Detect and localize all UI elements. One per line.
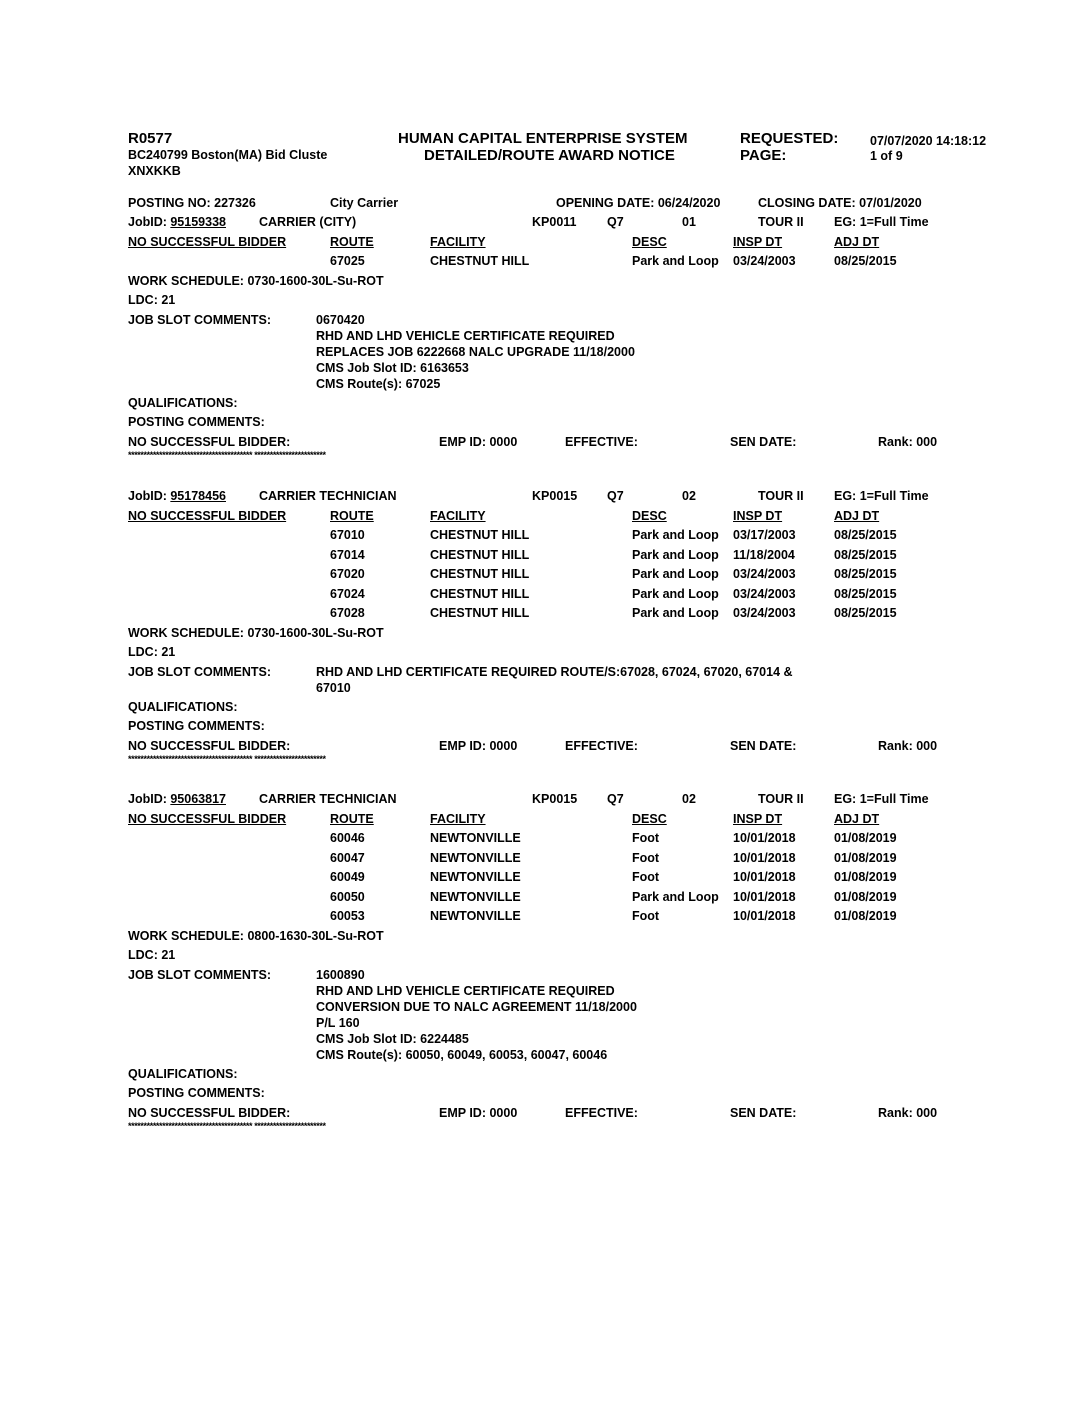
route-number: 67025 [330, 254, 365, 268]
route-desc: Park and Loop [632, 254, 719, 268]
sen-date-label: SEN DATE: [730, 1105, 797, 1120]
route-facility: NEWTONVILLE [430, 831, 521, 845]
route-insp-date: 11/18/2004 [733, 547, 795, 562]
sen-date-label: SEN DATE: [730, 434, 797, 449]
work-schedule: WORK SCHEDULE: 0800-1630-30L-Su-ROT [128, 928, 384, 943]
job-kp: KP0015 [532, 792, 578, 806]
col-route: ROUTE [330, 234, 374, 249]
col-desc: DESC [632, 234, 667, 249]
route-number: 67020 [330, 567, 365, 581]
effective-label: EFFECTIVE: [565, 738, 638, 753]
route-desc: Foot [632, 870, 660, 884]
job-slot-comment: CONVERSION DUE TO NALC AGREEMENT 11/18/2000 [316, 999, 637, 1014]
job-slot-comment: RHD AND LHD VEHICLE CERTIFICATE REQUIRED [316, 983, 615, 998]
job-slot-comments-label: JOB SLOT COMMENTS: [128, 312, 272, 327]
job-eg: EG: 1=Full Time [834, 489, 929, 503]
col-insp-dt: INSP DT [733, 811, 783, 826]
route-insp-date: 03/24/2003 [733, 586, 796, 601]
job-slot-comment: 67010 [316, 680, 351, 695]
no-bidder-label: NO SUCCESSFUL BIDDER: [128, 1105, 291, 1120]
route-insp-date: 10/01/2018 [733, 870, 796, 884]
route-adj-date: 01/08/2019 [834, 831, 897, 845]
route-facility: CHESTNUT HILL [430, 254, 530, 268]
job-id-link[interactable]: 95063817 [170, 792, 226, 806]
job-slot-comment: 1600890 [316, 967, 365, 982]
route-adj-date: 01/08/2019 [834, 909, 897, 923]
job-q: Q7 [607, 792, 624, 806]
job-n: 02 [682, 489, 696, 503]
job-slot-comments-label: JOB SLOT COMMENTS: [128, 967, 272, 982]
col-no-bidder: NO SUCCESSFUL BIDDER [128, 508, 287, 523]
qualifications-label: QUALIFICATIONS: [128, 1066, 238, 1081]
job-kp: KP0011 [532, 215, 577, 229]
route-adj-date: 08/25/2015 [834, 567, 897, 581]
route-insp-date: 03/17/2003 [733, 528, 796, 542]
job-id-label: JobID: 95178456 [128, 489, 226, 503]
notice-title: DETAILED/ROUTE AWARD NOTICE [424, 147, 675, 164]
job-slot-comment: CMS Job Slot ID: 6163653 [316, 360, 469, 375]
separator-line: **************************************** *********************** [128, 449, 326, 460]
work-schedule: WORK SCHEDULE: 0730-1600-30L-Su-ROT [128, 625, 384, 640]
route-adj-date: 08/25/2015 [834, 254, 897, 268]
effective-label: EFFECTIVE: [565, 1105, 638, 1120]
job-slot-comment: P/L 160 [316, 1015, 360, 1030]
job-title: CARRIER TECHNICIAN [259, 792, 397, 806]
route-insp-date: 03/24/2003 [733, 606, 796, 620]
route-facility: NEWTONVILLE [430, 909, 521, 923]
col-adj-dt: ADJ DT [834, 508, 880, 523]
route-number: 60053 [330, 909, 365, 923]
page-value: 1 of 9 [870, 149, 903, 163]
route-insp-date: 03/24/2003 [733, 254, 796, 268]
org-line: BC240799 Boston(MA) Bid Cluste [128, 148, 328, 162]
col-insp-dt: INSP DT [733, 234, 783, 249]
requested-label: REQUESTED: [740, 130, 839, 147]
route-facility: CHESTNUT HILL [430, 547, 530, 562]
route-number: 60046 [330, 831, 365, 845]
col-route: ROUTE [330, 508, 374, 523]
emp-id: EMP ID: 0000 [439, 1105, 518, 1120]
closing-date: CLOSING DATE: 07/01/2020 [758, 196, 922, 210]
posting-number: POSTING NO: 227326 [128, 196, 256, 210]
route-adj-date: 08/25/2015 [834, 528, 897, 542]
route-insp-date: 10/01/2018 [733, 909, 796, 923]
route-facility: NEWTONVILLE [430, 850, 521, 865]
emp-id: EMP ID: 0000 [439, 738, 518, 753]
route-desc: Park and Loop [632, 547, 719, 562]
route-insp-date: 10/01/2018 [733, 831, 796, 845]
col-no-bidder: NO SUCCESSFUL BIDDER [128, 811, 287, 826]
job-tour: TOUR II [758, 215, 804, 229]
job-eg: EG: 1=Full Time [834, 215, 929, 229]
route-desc: Foot [632, 909, 660, 923]
route-number: 60049 [330, 870, 365, 884]
job-slot-comment: CMS Job Slot ID: 6224485 [316, 1031, 469, 1046]
job-id-label: JobID: 95159338 [128, 215, 226, 229]
job-tour: TOUR II [758, 489, 804, 503]
emp-id: EMP ID: 0000 [439, 434, 518, 449]
route-insp-date: 03/24/2003 [733, 567, 796, 581]
route-number: 67024 [330, 586, 365, 601]
route-insp-date: 10/01/2018 [733, 850, 796, 865]
system-title: HUMAN CAPITAL ENTERPRISE SYSTEM [398, 130, 688, 147]
route-desc: Foot [632, 850, 660, 865]
job-slot-comment: 0670420 [316, 312, 365, 327]
work-schedule: WORK SCHEDULE: 0730-1600-30L-Su-ROT [128, 273, 384, 288]
col-desc: DESC [632, 811, 667, 826]
col-facility: FACILITY [430, 811, 486, 826]
job-kp: KP0015 [532, 489, 578, 503]
route-number: 67014 [330, 547, 365, 562]
job-tour: TOUR II [758, 792, 804, 806]
posting-comments-label: POSTING COMMENTS: [128, 415, 265, 429]
qualifications-label: QUALIFICATIONS: [128, 699, 238, 714]
no-bidder-label: NO SUCCESSFUL BIDDER: [128, 738, 291, 753]
opening-date: OPENING DATE: 06/24/2020 [556, 196, 721, 210]
route-number: 67010 [330, 528, 365, 542]
job-id-link[interactable]: 95178456 [170, 489, 226, 503]
route-adj-date: 01/08/2019 [834, 870, 897, 884]
route-adj-date: 01/08/2019 [834, 850, 897, 865]
col-desc: DESC [632, 508, 667, 523]
route-desc: Foot [632, 831, 660, 845]
route-number: 60047 [330, 850, 365, 865]
no-bidder-label: NO SUCCESSFUL BIDDER: [128, 434, 291, 449]
route-desc: Park and Loop [632, 586, 719, 601]
route-facility: NEWTONVILLE [430, 889, 521, 904]
route-facility: CHESTNUT HILL [430, 586, 530, 601]
job-title: CARRIER (CITY) [259, 215, 357, 229]
job-id-link[interactable]: 95159338 [170, 215, 226, 229]
col-no-bidder: NO SUCCESSFUL BIDDER [128, 234, 287, 249]
report-id: R0577 [128, 130, 173, 147]
route-desc: Park and Loop [632, 567, 719, 581]
route-adj-date: 08/25/2015 [834, 606, 897, 620]
route-desc: Park and Loop [632, 889, 719, 904]
route-adj-date: 08/25/2015 [834, 586, 897, 601]
job-n: 02 [682, 792, 696, 806]
page-label: PAGE: [740, 147, 787, 164]
route-desc: Park and Loop [632, 528, 719, 542]
posting-craft: City Carrier [330, 196, 399, 210]
col-facility: FACILITY [430, 234, 486, 249]
route-number: 67028 [330, 606, 365, 620]
route-facility: CHESTNUT HILL [430, 606, 530, 620]
sen-date-label: SEN DATE: [730, 738, 797, 753]
report-code: XNXKKB [128, 164, 181, 178]
route-number: 60050 [330, 889, 365, 904]
job-slot-comment: RHD AND LHD VEHICLE CERTIFICATE REQUIRED [316, 328, 615, 343]
job-slot-comment: CMS Route(s): 67025 [316, 376, 441, 391]
route-adj-date: 01/08/2019 [834, 889, 897, 904]
job-eg: EG: 1=Full Time [834, 792, 929, 806]
route-adj-date: 08/25/2015 [834, 547, 897, 562]
rank: Rank: 000 [878, 738, 938, 753]
rank: Rank: 000 [878, 434, 938, 449]
job-slot-comment: RHD AND LHD CERTIFICATE REQUIRED ROUTE/S:67028, 67024, 67020, 67014 & [316, 664, 793, 679]
separator-line: **************************************** *********************** [128, 753, 326, 764]
ldc: LDC: 21 [128, 293, 176, 307]
posting-comments-label: POSTING COMMENTS: [128, 1086, 265, 1100]
col-insp-dt: INSP DT [733, 508, 783, 523]
separator-line: **************************************** *********************** [128, 1120, 326, 1131]
route-facility: CHESTNUT HILL [430, 528, 530, 542]
col-adj-dt: ADJ DT [834, 811, 880, 826]
qualifications-label: QUALIFICATIONS: [128, 395, 238, 410]
job-slot-comment: CMS Route(s): 60050, 60049, 60053, 60047, 60046 [316, 1047, 608, 1062]
route-facility: NEWTONVILLE [430, 870, 521, 884]
route-desc: Park and Loop [632, 606, 719, 620]
posting-comments-label: POSTING COMMENTS: [128, 719, 265, 733]
job-q: Q7 [607, 215, 624, 229]
route-facility: CHESTNUT HILL [430, 567, 530, 581]
job-id-label: JobID: 95063817 [128, 792, 226, 806]
ldc: LDC: 21 [128, 948, 176, 962]
route-insp-date: 10/01/2018 [733, 889, 796, 904]
effective-label: EFFECTIVE: [565, 434, 638, 449]
col-adj-dt: ADJ DT [834, 234, 880, 249]
col-route: ROUTE [330, 811, 374, 826]
rank: Rank: 000 [878, 1105, 938, 1120]
ldc: LDC: 21 [128, 645, 176, 659]
job-title: CARRIER TECHNICIAN [259, 489, 397, 503]
requested-value: 07/07/2020 14:18:12 [870, 134, 987, 148]
col-facility: FACILITY [430, 508, 486, 523]
job-slot-comments-label: JOB SLOT COMMENTS: [128, 664, 272, 679]
job-slot-comment: REPLACES JOB 6222668 NALC UPGRADE 11/18/2000 [316, 344, 635, 359]
job-q: Q7 [607, 489, 624, 503]
job-n: 01 [682, 215, 696, 229]
